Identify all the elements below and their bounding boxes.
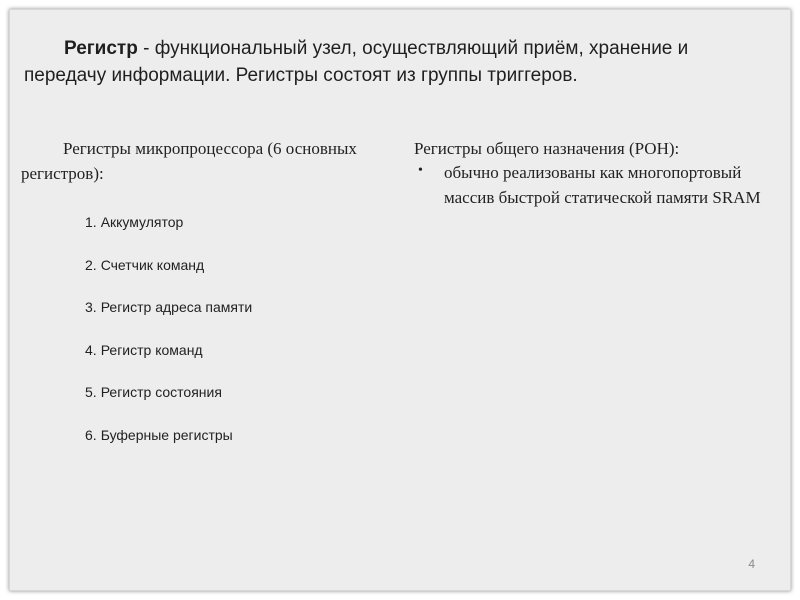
microprocessor-registers-column bbox=[21, 137, 441, 469]
register-list-item bbox=[85, 299, 441, 342]
definition-paragraph bbox=[24, 36, 764, 89]
register-number: 2. bbox=[85, 256, 97, 273]
register-list-item bbox=[85, 214, 441, 257]
register-label: Буферные регистры bbox=[100, 426, 233, 443]
bullet-dot-icon: • bbox=[418, 163, 423, 179]
register-number: 6. bbox=[85, 426, 97, 443]
register-list-item bbox=[85, 427, 441, 470]
general-purpose-registers-heading: Регистры общего назначения (РОН): bbox=[414, 139, 680, 158]
microprocessor-registers-intro: Регистры микропроцессора (6 основных регистров): bbox=[21, 139, 357, 183]
definition-term: Регистр bbox=[64, 38, 138, 59]
page-number: 4 bbox=[748, 557, 755, 571]
general-purpose-registers-list bbox=[414, 161, 774, 210]
register-number: 1. bbox=[85, 214, 97, 231]
register-label: Регистр состояния bbox=[100, 384, 222, 401]
register-list bbox=[85, 214, 441, 469]
definition-text: - функциональный узел, осуществляющий приём, хранение и передачу информации. Регистры состоят из группы триггеров. bbox=[24, 38, 689, 86]
bullet-text: обычно реализованы как многопортовый массив быстрой статической памяти SRAM bbox=[444, 163, 761, 207]
register-label: Счетчик команд bbox=[100, 256, 205, 273]
register-list-item bbox=[85, 257, 441, 300]
register-label: Регистр адреса памяти bbox=[100, 299, 253, 316]
register-list-item bbox=[85, 342, 441, 385]
bullet-item bbox=[414, 161, 774, 210]
register-list-item bbox=[85, 384, 441, 427]
register-number: 4. bbox=[85, 341, 97, 358]
register-number: 5. bbox=[85, 384, 97, 401]
register-label: Регистр команд bbox=[100, 341, 203, 358]
register-label: Аккумулятор bbox=[100, 214, 184, 231]
general-purpose-registers-column bbox=[414, 137, 774, 210]
slide bbox=[9, 9, 791, 591]
register-number: 3. bbox=[85, 299, 97, 316]
